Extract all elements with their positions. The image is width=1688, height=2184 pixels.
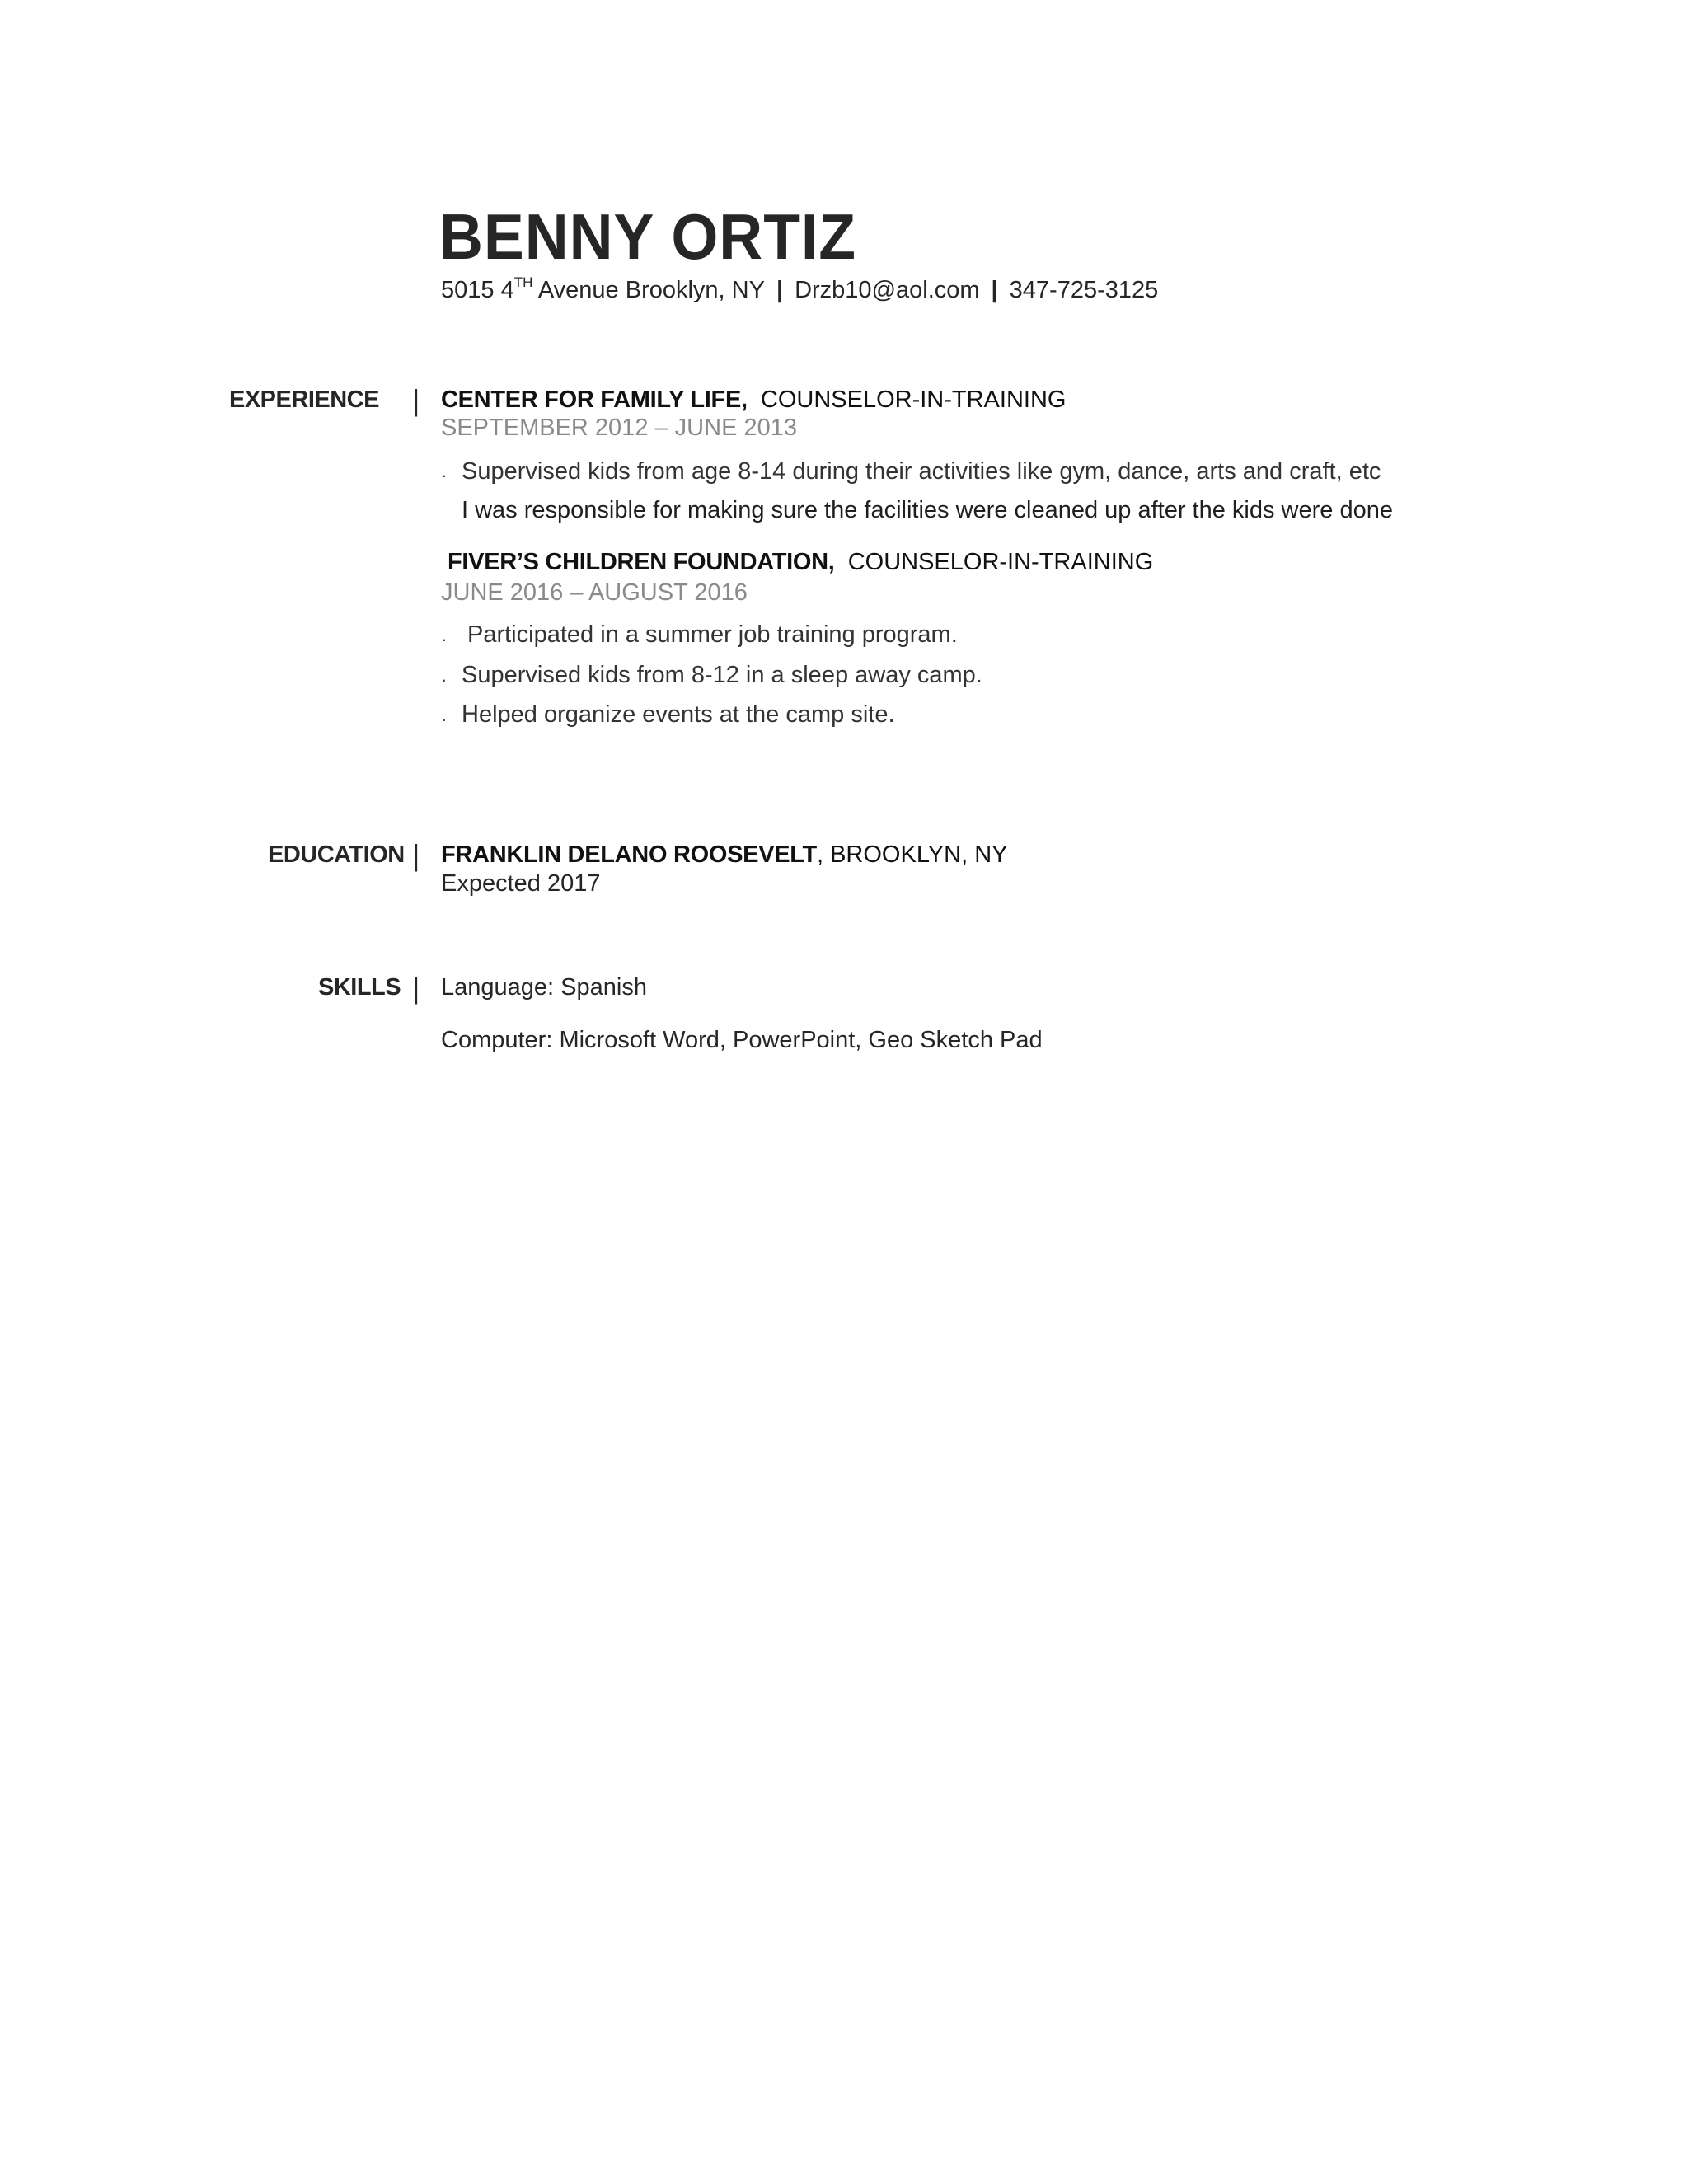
job-heading xyxy=(448,551,1153,574)
school-location: , BROOKLYN, NY xyxy=(816,841,1008,868)
section-label-skills: SKILLS xyxy=(318,974,401,1001)
contact-separator: | xyxy=(991,277,998,303)
resume-name: BENNY ORTIZ xyxy=(439,200,856,273)
bullet-marker: · xyxy=(441,629,448,649)
phone-number: 347-725-3125 xyxy=(1009,277,1159,303)
email-address: Drzb10@aol.com xyxy=(795,277,980,303)
job-dates: JUNE 2016 – AUGUST 2016 xyxy=(441,579,748,606)
school-heading xyxy=(441,843,1008,867)
section-divider: | xyxy=(412,383,420,417)
bullet-marker: · xyxy=(441,669,448,690)
job-heading xyxy=(441,388,1066,412)
job-dates: SEPTEMBER 2012 – JUNE 2013 xyxy=(441,415,797,441)
address: 5015 4TH Avenue Brooklyn, NY xyxy=(441,274,765,303)
section-label-education: EDUCATION xyxy=(268,841,405,868)
contact-line xyxy=(441,274,1159,303)
section-divider: | xyxy=(412,838,420,872)
skill-computer: Computer: Microsoft Word, PowerPoint, Geo Sketch Pad xyxy=(441,1027,1043,1053)
job-bullet: Participated in a summer job training program. xyxy=(467,621,958,648)
job-bullet: Helped organize events at the camp site. xyxy=(462,701,895,728)
job-organization: FIVER’S CHILDREN FOUNDATION, xyxy=(448,549,835,575)
job-role: COUNSELOR-IN-TRAINING xyxy=(760,387,1067,413)
contact-separator: | xyxy=(776,277,784,303)
bullet-marker: · xyxy=(441,465,448,485)
job-bullet: Supervised kids from 8-12 in a sleep away camp. xyxy=(462,662,982,688)
job-organization: CENTER FOR FAMILY LIFE, xyxy=(441,387,748,413)
bullet-marker: · xyxy=(441,709,448,729)
section-label-experience: EXPERIENCE xyxy=(229,387,379,413)
job-bullet: I was responsible for making sure the facilities were cleaned up after the kids were done xyxy=(462,497,1393,523)
job-bullet: Supervised kids from age 8-14 during their activities like gym, dance, arts and craft, etc xyxy=(462,458,1381,485)
job-role: COUNSELOR-IN-TRAINING xyxy=(847,549,1154,575)
skill-language: Language: Spanish xyxy=(441,974,647,1001)
graduation-expected: Expected 2017 xyxy=(441,870,601,897)
section-divider: | xyxy=(412,971,420,1005)
school-name: FRANKLIN DELANO ROOSEVELT xyxy=(441,841,817,868)
